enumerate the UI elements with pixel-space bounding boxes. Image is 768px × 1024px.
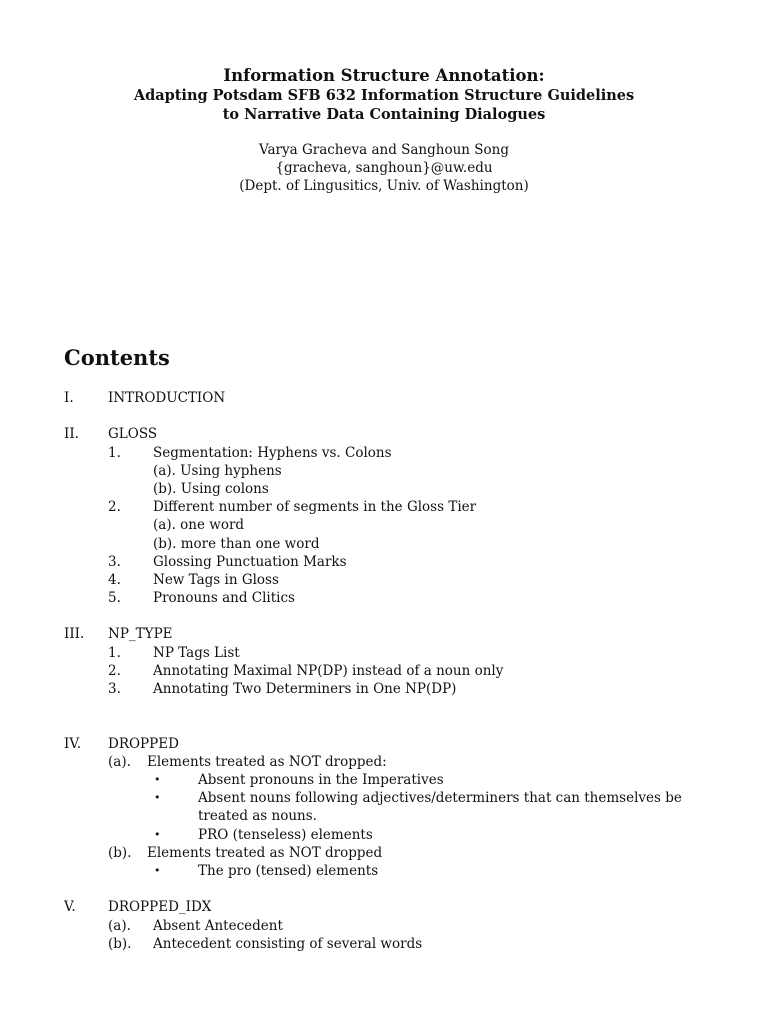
bullet-text: Absent pronouns in the Imperatives (198, 772, 444, 789)
item-number: 3. (108, 553, 121, 570)
subitem-text: (a). one word (153, 517, 245, 534)
item-text: New Tags in Gloss (153, 571, 279, 588)
toc-item (64, 935, 704, 953)
section-title: DROPPED (108, 735, 179, 752)
toc-section-gloss (64, 425, 704, 443)
bullet-text: Absent nouns following adjectives/determiners that can themselves be (198, 790, 682, 807)
toc-item (64, 589, 704, 607)
toc-item (64, 553, 704, 571)
item-text: Elements treated as NOT dropped (147, 844, 383, 861)
item-number: 1. (108, 444, 121, 461)
toc-section-dropped-idx (64, 898, 704, 916)
section-numeral: II. (64, 426, 79, 443)
toc-item (64, 644, 704, 662)
item-number: 3. (108, 681, 121, 697)
item-number: 2. (108, 499, 121, 516)
document-subtitle-line-2: to Narrative Data Containing Dialogues (222, 106, 546, 123)
toc-item (64, 917, 704, 935)
toc-item (64, 498, 704, 516)
item-text: Glossing Punctuation Marks (153, 553, 347, 570)
section-title: INTRODUCTION (108, 390, 226, 406)
item-text: Annotating Two Determiners in One NP(DP) (153, 681, 457, 697)
subitem-text: (a). Using hyphens (153, 462, 282, 479)
item-text: Annotating Maximal NP(DP) instead of a noun only (153, 662, 504, 679)
subitem-text: (b). more than one word (153, 535, 320, 552)
toc-bullet-item (64, 789, 704, 807)
toc-subitem (64, 535, 704, 553)
bullet-icon: • (154, 827, 161, 841)
document-header (0, 66, 768, 195)
table-of-contents (64, 389, 704, 953)
toc-item (64, 753, 704, 771)
toc-item (64, 680, 704, 698)
section-numeral: IV. (64, 735, 82, 752)
item-number: 4. (108, 571, 121, 588)
author-names: Varya Gracheva and Sanghoun Song (258, 142, 509, 158)
item-label: (a). (108, 753, 131, 770)
item-number: 1. (108, 644, 121, 661)
item-label: (b). (108, 935, 132, 952)
document-subtitle-line-1: Adapting Potsdam SFB 632 Information Structure Guidelines (133, 87, 635, 104)
item-text: Segmentation: Hyphens vs. Colons (153, 444, 392, 461)
section-title: GLOSS (108, 426, 158, 443)
bullet-text: treated as nouns. (198, 808, 317, 825)
author-emails: {gracheva, sanghoun}@uw.edu (275, 160, 493, 176)
subitem-text: (b). Using colons (153, 480, 269, 497)
document-title: Information Structure Annotation: (223, 66, 545, 85)
section-title: NP_TYPE (108, 626, 173, 643)
bullet-icon: • (154, 791, 161, 805)
toc-subitem (64, 480, 704, 498)
toc-bullet-continuation (64, 807, 704, 825)
item-text: Pronouns and Clitics (153, 590, 295, 607)
bullet-text: PRO (tenseless) elements (198, 826, 373, 843)
toc-bullet-item (64, 771, 704, 789)
toc-item (64, 571, 704, 589)
item-text: Elements treated as NOT dropped: (147, 753, 387, 770)
toc-item (64, 844, 704, 862)
bullet-icon: • (154, 864, 161, 877)
section-numeral: III. (64, 626, 85, 643)
item-text: Antecedent consisting of several words (153, 935, 423, 952)
toc-bullet-item (64, 826, 704, 844)
section-title: DROPPED_IDX (108, 899, 212, 916)
item-text: Absent Antecedent (153, 917, 283, 934)
item-text: Different number of segments in the Gloss Tier (153, 499, 477, 516)
toc-subitem (64, 516, 704, 534)
toc-subitem (64, 462, 704, 480)
item-text: NP Tags List (153, 644, 240, 661)
bullet-text: The pro (tensed) elements (198, 863, 379, 879)
bullet-icon: • (154, 773, 161, 787)
item-label: (a). (108, 917, 131, 934)
toc-item (64, 444, 704, 462)
toc-section-dropped (64, 735, 704, 753)
item-number: 2. (108, 662, 121, 679)
item-number: 5. (108, 590, 121, 607)
item-label: (b). (108, 844, 132, 861)
author-affiliation: (Dept. of Lingusitics, Univ. of Washington) (239, 178, 529, 194)
section-numeral: V. (64, 899, 76, 916)
toc-section-introduction (64, 389, 704, 407)
toc-section-np-type (64, 625, 704, 643)
section-numeral: I. (64, 390, 74, 406)
toc-bullet-item (64, 862, 704, 880)
toc-item (64, 662, 704, 680)
contents-heading: Contents (64, 345, 170, 370)
